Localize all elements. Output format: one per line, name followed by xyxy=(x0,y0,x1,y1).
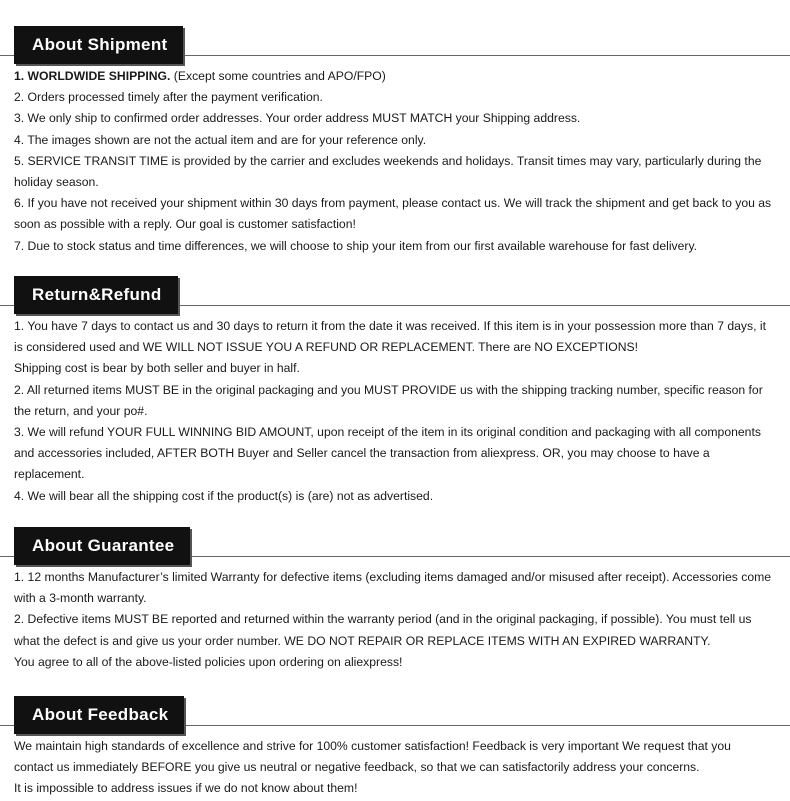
text-line-body: 2. Defective items MUST BE reported and returned within the warranty period (and in the original packaging, if possible). You must tell us xyxy=(14,612,752,627)
text-line-body: 3. We only ship to confirmed order addresses. Your order address MUST MATCH your Shipping address. xyxy=(14,111,581,126)
feedback-header xyxy=(0,696,790,736)
text-line-body: We maintain high standards of excellence and strive for 100% customer satisfaction! Feedback is very important We request that you xyxy=(14,739,731,753)
text-line-body: Shipping cost is bear by both seller and buyer in half. xyxy=(14,361,300,376)
refund-header xyxy=(0,276,790,316)
text-line-lead: 1. WORLDWIDE SHIPPING. xyxy=(14,69,171,83)
feedback-section xyxy=(0,696,790,800)
shipment-title: About Shipment xyxy=(14,26,183,64)
text-line xyxy=(14,443,780,464)
text-line-body: 4. The images shown are not the actual item and are for your reference only. xyxy=(14,132,427,147)
text-line xyxy=(14,652,780,673)
text-line-body: contact us immediately BEFORE you give us neutral or negative feedback, so that we can satisfactorily address your concerns. xyxy=(14,760,700,775)
text-line-body: 5. SERVICE TRANSIT TIME is provided by the carrier and excludes weekends and holidays. Transit times may vary, particularly during the xyxy=(14,153,762,168)
text-line-body: and accessories included, AFTER BOTH Buyer and Seller cancel the transaction from aliexpress. OR, you may choose to have a xyxy=(14,446,710,461)
text-line xyxy=(14,631,780,652)
text-line-body: 2. All returned items MUST BE in the original packaging and you MUST PROVIDE us with the shipping tracking number, specific reason for xyxy=(14,382,763,397)
text-line-body: 1. You have 7 days to contact us and 30 days to return it from the date it was received. If this item is in your possession more than 7 days, it xyxy=(14,319,766,333)
text-line xyxy=(14,66,780,87)
guarantee-title: About Guarantee xyxy=(14,527,190,565)
text-line-body: 3. We will refund YOUR FULL WINNING BID AMOUNT, upon receipt of the item in its original condition and packaging with all components xyxy=(14,425,761,440)
text-line xyxy=(14,464,780,485)
text-line-body: 4. We will bear all the shipping cost if the product(s) is (are) not as advertised. xyxy=(14,488,434,503)
refund-section xyxy=(0,276,790,507)
text-line xyxy=(14,422,780,443)
text-line-body: replacement. xyxy=(14,467,85,482)
shipment-section xyxy=(0,26,790,257)
refund-text xyxy=(0,316,790,507)
feedback-text xyxy=(0,736,790,800)
shipment-header xyxy=(0,26,790,66)
text-line xyxy=(14,588,780,609)
text-line-body: with a 3-month warranty. xyxy=(14,591,147,606)
text-line xyxy=(14,567,780,588)
text-line-body: You agree to all of the above-listed policies upon ordering on aliexpress! xyxy=(14,654,403,669)
text-line-body: what the defect is and give us your order number. WE DO NOT REPAIR OR REPLACE ITEMS WITH AN EXPIRED WARRANTY. xyxy=(14,633,711,648)
text-line xyxy=(14,337,780,358)
text-line xyxy=(14,486,780,507)
text-line-body: (Except some countries and APO/FPO) xyxy=(170,69,386,83)
text-line xyxy=(14,778,780,799)
shipment-text xyxy=(0,66,790,257)
text-line xyxy=(14,151,780,172)
text-line-body: 6. If you have not received your shipment within 30 days from payment, please contact us. We will track the shipment and get back to you as xyxy=(14,196,772,211)
text-line xyxy=(14,87,780,108)
guarantee-section xyxy=(0,527,790,673)
text-line xyxy=(14,236,780,257)
text-line-body: 2. Orders processed timely after the payment verification. xyxy=(14,90,323,105)
text-line-body: is considered used and WE WILL NOT ISSUE YOU A REFUND OR REPLACEMENT. There are NO EXCEPTIONS! xyxy=(14,340,639,355)
text-line xyxy=(14,130,780,151)
text-line-body: It is impossible to address issues if we do not know about them! xyxy=(14,781,358,796)
guarantee-header xyxy=(0,527,790,567)
text-line xyxy=(14,401,780,422)
text-line xyxy=(14,380,780,401)
refund-title: Return&Refund xyxy=(14,276,178,314)
text-line xyxy=(14,316,780,337)
text-line-body: holiday season. xyxy=(14,175,99,190)
text-line xyxy=(14,214,780,235)
text-line xyxy=(14,358,780,379)
text-line xyxy=(14,609,780,630)
guarantee-text xyxy=(0,567,790,673)
text-line-body: 7. Due to stock status and time differences, we will choose to ship your item from our first available warehouse for fast delivery. xyxy=(14,238,698,253)
text-line xyxy=(14,757,780,778)
text-line xyxy=(14,108,780,129)
text-line xyxy=(14,736,780,757)
text-line-body: 1. 12 months Manufacturer’s limited Warranty for defective items (excluding items damaged and/or misused after receipt). Accessories come xyxy=(14,570,772,584)
text-line xyxy=(14,193,780,214)
feedback-title: About Feedback xyxy=(14,696,184,734)
text-line-body: soon as possible with a reply. Our goal is customer satisfaction! xyxy=(14,217,356,232)
text-line xyxy=(14,172,780,193)
text-line-body: the return, and your po#. xyxy=(14,403,148,418)
